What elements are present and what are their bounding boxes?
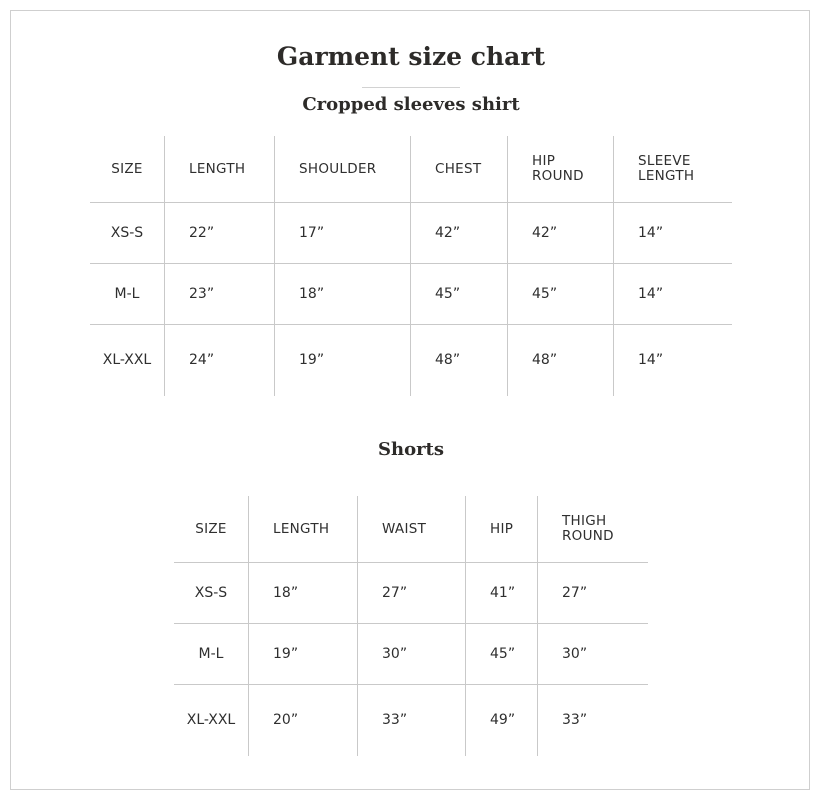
- shirt-header-3: CHEST: [435, 160, 482, 177]
- shorts-header-2: WAIST: [382, 520, 427, 537]
- shirt-column-divider: [274, 136, 275, 396]
- shirt-cell-r2-c1: 24”: [189, 352, 215, 368]
- page-title: Garment size chart: [276, 42, 546, 71]
- shirt-cell-r2-c4: 48”: [532, 352, 558, 368]
- shirt-cell-r2-c2: 19”: [299, 352, 325, 368]
- shirt-cell-r0-c5: 14”: [638, 224, 664, 241]
- shirt-cell-r0-c1: 22”: [189, 224, 215, 241]
- shirt-cell-r0-c3: 42”: [435, 224, 461, 241]
- shirt-cell-r1-c4: 45”: [532, 285, 558, 302]
- shorts-cell-r0-c4: 27”: [562, 584, 588, 601]
- shirt-column-divider: [164, 136, 165, 396]
- shirt-cell-r0-c2: 17”: [299, 224, 325, 241]
- shirt-cell-r2-c3: 48”: [435, 352, 461, 368]
- shorts-row-divider: [174, 562, 648, 563]
- shorts-cell-r0-c2: 27”: [382, 584, 408, 601]
- shirt-column-divider: [507, 136, 508, 396]
- shorts-cell-r2-c2: 33”: [382, 712, 408, 728]
- shorts-column-divider: [248, 496, 249, 756]
- shorts-header-3: HIP: [490, 520, 514, 537]
- shirt-header-1: LENGTH: [189, 160, 246, 177]
- shirt-heading: Cropped sleeves shirt: [302, 94, 520, 115]
- shirt-cell-r2-c0: XL-XXL: [102, 352, 152, 368]
- title-divider: [362, 87, 460, 88]
- shirt-row-divider: [90, 202, 732, 203]
- shirt-column-divider: [613, 136, 614, 396]
- shorts-column-divider: [537, 496, 538, 756]
- shirt-row-divider: [90, 324, 732, 325]
- shorts-column-divider: [357, 496, 358, 756]
- shorts-cell-r2-c1: 20”: [273, 712, 299, 728]
- shorts-cell-r1-c0: M-L: [198, 645, 224, 662]
- shirt-cell-r1-c3: 45”: [435, 285, 461, 302]
- shorts-row-divider: [174, 684, 648, 685]
- shirt-header-5: SLEEVE LENGTH: [638, 153, 695, 184]
- shorts-column-divider: [465, 496, 466, 756]
- shorts-cell-r2-c0: XL-XXL: [186, 712, 236, 728]
- shorts-cell-r1-c2: 30”: [382, 645, 408, 662]
- shirt-cell-r0-c0: XS-S: [110, 224, 144, 241]
- shorts-header-4: THIGH ROUND: [562, 513, 614, 544]
- shirt-cell-r0-c4: 42”: [532, 224, 558, 241]
- shorts-cell-r2-c3: 49”: [490, 712, 516, 728]
- shirt-header-0: SIZE: [111, 160, 143, 177]
- shirt-header-4: HIP ROUND: [532, 153, 584, 184]
- shorts-cell-r2-c4: 33”: [562, 712, 588, 728]
- shirt-column-divider: [410, 136, 411, 396]
- shorts-cell-r0-c3: 41”: [490, 584, 516, 601]
- shirt-header-2: SHOULDER: [299, 160, 377, 177]
- shorts-header-1: LENGTH: [273, 520, 330, 537]
- shirt-cell-r1-c0: M-L: [114, 285, 140, 302]
- shirt-cell-r1-c2: 18”: [299, 285, 325, 302]
- shorts-cell-r0-c0: XS-S: [194, 584, 228, 601]
- shorts-cell-r1-c3: 45”: [490, 645, 516, 662]
- shirt-cell-r2-c5: 14”: [638, 352, 664, 368]
- shorts-heading: Shorts: [377, 439, 445, 460]
- shirt-cell-r1-c5: 14”: [638, 285, 664, 302]
- shirt-row-divider: [90, 263, 732, 264]
- shorts-header-0: SIZE: [195, 520, 227, 537]
- shorts-cell-r1-c1: 19”: [273, 645, 299, 662]
- shorts-cell-r0-c1: 18”: [273, 584, 299, 601]
- shorts-cell-r1-c4: 30”: [562, 645, 588, 662]
- shorts-row-divider: [174, 623, 648, 624]
- shirt-cell-r1-c1: 23”: [189, 285, 215, 302]
